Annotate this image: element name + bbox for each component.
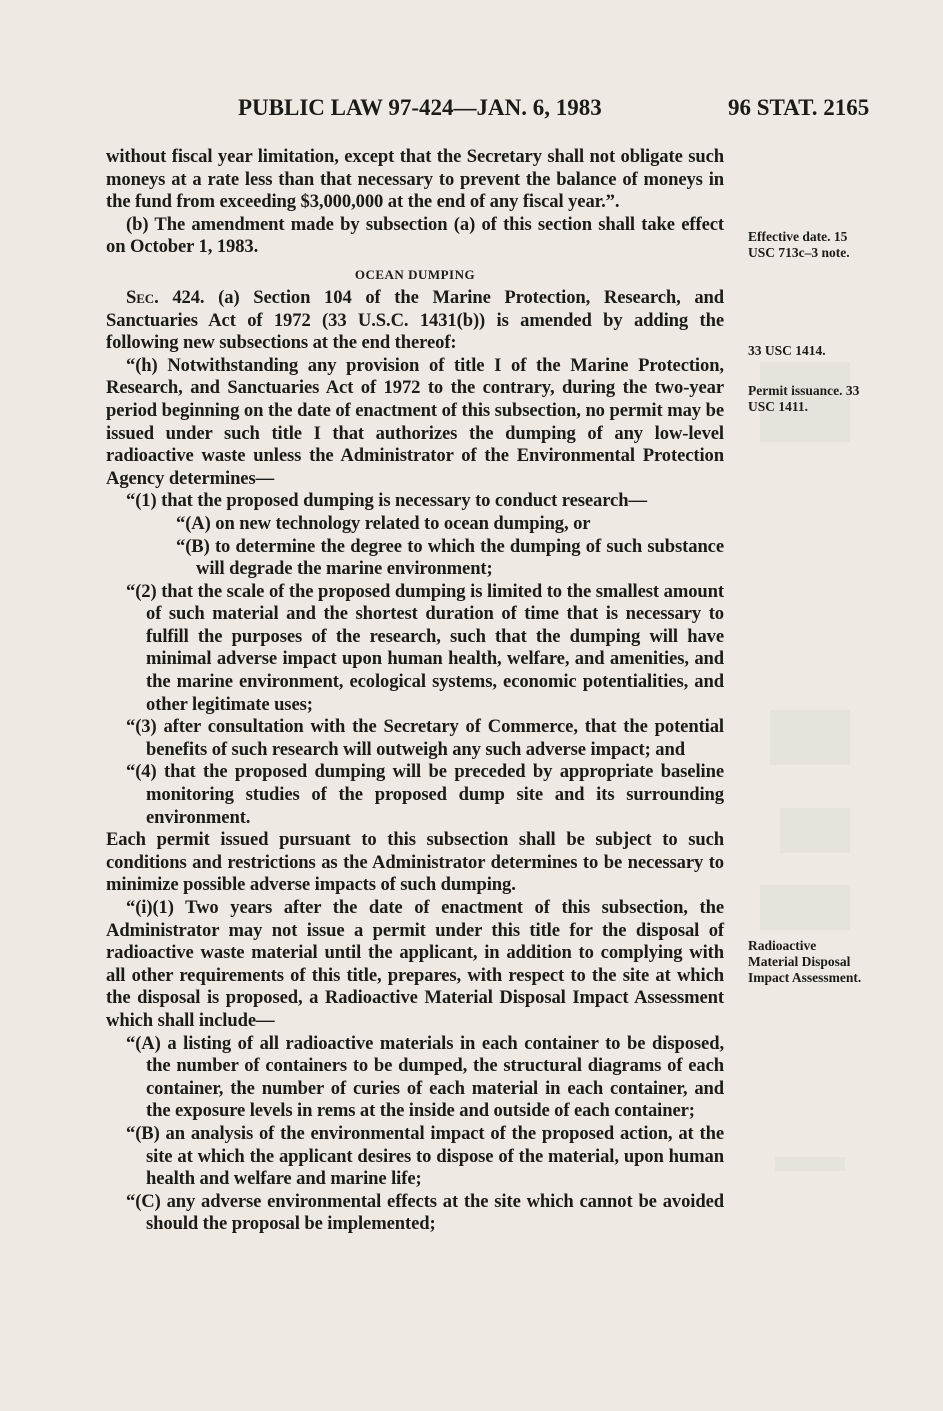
paragraph-fund-limitation: without fiscal year limitation, except that the Secretary shall not obligate such moneys at a rate less than that necessary to prevent the balance of moneys in the fund from exceeding $3,000,000 at the end of any fiscal year.”.: [106, 146, 724, 213]
subsection-i-1: “(i)(1) Two years after the date of enactment of this subsection, the Administrator may not issue a permit under this title for the disposal of radioactive waste material until the applicant, in addition to complying with all other requirements of this title, prepares, with respect to the site at which the disposal is proposed, a Radioactive Material Disposal Impact Assessment which shall include—: [106, 897, 724, 1031]
bleed-through-mark: [760, 362, 850, 442]
header-stat-page: 96 STAT. 2165: [728, 95, 870, 120]
margin-note-effective-date: Effective date. 15 USC 713c–3 note.: [748, 229, 850, 260]
margin-note-permit-issuance: Permit issuance. 33 USC 1411.: [748, 383, 860, 414]
body-text: [106, 146, 724, 1236]
bleed-through-mark: [760, 885, 850, 930]
subsection-h-1: “(1) that the proposed dumping is necessary to conduct research—: [126, 490, 647, 512]
subsection-h-2: “(2) that the scale of the proposed dumping is limited to the smallest amount of such material and the shortest duration of time that is necessary to fulfill the purposes of the research, such that the dumping will have minimal adverse impact upon human health, welfare, and amenities, and the marine environment, ecological systems, economic potentialities, and other legitimate uses;: [126, 580, 724, 715]
subsection-h-1-a: “(A) on new technology related to ocean dumping, or: [176, 512, 591, 534]
page-header: [0, 95, 943, 127]
section-heading: OCEAN DUMPING: [354, 266, 476, 282]
margin-note-impact-assessment: Radioactive Material Disposal Impact Assessment.: [748, 938, 862, 985]
section-label: Sec. 424.: [126, 286, 205, 308]
section-text: (a) Section 104 of the Marine Protection, Research, and Sanctuaries Act of 1972 (33 U.S.C. 1431(b)) is amended by adding the following new subsections at the end thereof:: [106, 286, 724, 354]
paragraph-effective-date: (b) The amendment made by subsection (a) of this section shall take effect on October 1, 1983.: [106, 213, 724, 258]
paragraph-sec-424: [106, 287, 724, 355]
subsection-h: “(h) Notwithstanding any provision of title I of the Marine Protection, Research, and Sanctuaries Act of 1972 to the contrary, during the two-year period beginning on the date of enactment of this subsection, no permit may be issued under such title I that authorizes the dumping of any low-level radioactive waste unless the Administrator of the Environmental Protection Agency determines—: [106, 354, 724, 489]
paragraph-each-permit: Each permit issued pursuant to this subsection shall be subject to such conditions and restrictions as the Administrator determines to be necessary to minimize possible adverse impacts of such dumping.: [106, 829, 724, 896]
bleed-through-mark: [780, 808, 850, 853]
bleed-through-mark: [775, 1157, 845, 1171]
subsection-h-3: “(3) after consultation with the Secretary of Commerce, that the potential benefits of such research will outweigh any such adverse impact; and: [126, 716, 724, 760]
subsection-h-1-b: “(B) to determine the degree to which the dumping of such substance will degrade the marine environment;: [176, 535, 724, 580]
subsection-i-1-c: “(C) any adverse environmental effects at the site which cannot be avoided should the proposal be implemented;: [126, 1190, 724, 1235]
header-law-title: PUBLIC LAW 97-424—JAN. 6, 1983: [238, 95, 602, 120]
bleed-through-mark: [770, 710, 850, 765]
subsection-i-1-b: “(B) an analysis of the environmental impact of the proposed action, at the site at which the applicant desires to dispose of the material, upon human health and welfare and marine life;: [126, 1122, 724, 1190]
subsection-h-4: “(4) that the proposed dumping will be preceded by appropriate baseline monitoring studies of the proposed dump site and its surrounding environment.: [126, 761, 724, 828]
subsection-i-1-a: “(A) a listing of all radioactive materials in each container to be disposed, the number of containers to be dumped, the structural diagrams of each container, the number of curies of each material in each container, and the exposure levels in rems at the inside and outside of each container;: [126, 1032, 724, 1122]
margin-note-33-usc-1414: 33 USC 1414.: [748, 343, 826, 358]
